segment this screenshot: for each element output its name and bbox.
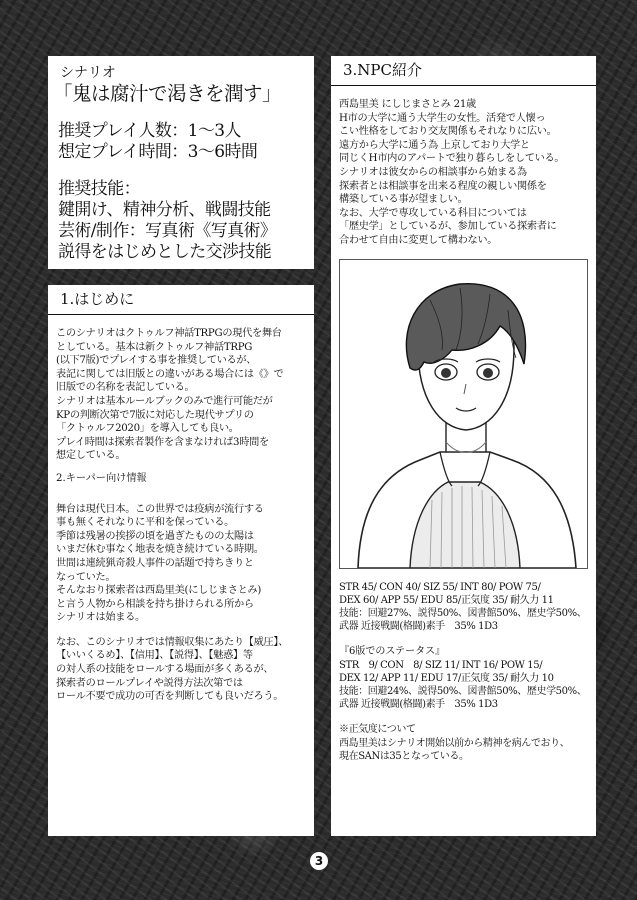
text-line: KPの判断次第で7版に対応した現代サプリの	[56, 409, 254, 421]
page-number: 3	[310, 852, 328, 870]
text-line: H市の大学に通う大学生の女性。活発で人懐っ	[339, 112, 546, 124]
roleplay-note-paragraph	[56, 636, 306, 704]
text-line: 現在SANは35となっている。	[339, 750, 469, 762]
text-line: (以下7版)でプレイする事を推奨しているが、	[56, 355, 257, 367]
text-line: と言う人物から相談を持ち掛けられる所から	[56, 598, 254, 610]
text-line: 構築している事が望ましい。	[339, 194, 468, 206]
introduction-paragraph	[56, 327, 306, 463]
expected-playtime: 想定プレイ時間：3～6時間	[58, 142, 258, 162]
text-line: 想定している。	[56, 450, 126, 462]
stat-line: 技能：回避24%、説得50%、図書館50%、歴史学50%、	[339, 685, 587, 697]
text-line: そんなおり探索者は西島里美(にしじまさとみ)	[56, 585, 262, 597]
text-line: 探索者のロールプレイや説得方法次第では	[56, 677, 243, 689]
text-line: 合わせて自由に変更して構わない。	[339, 234, 498, 246]
text-line: 事も無くそれなりに平和を保っている。	[56, 517, 234, 529]
stat-line: 武器 近接戦闘(格闘)素手 35% 1D3	[339, 621, 498, 633]
stat-line: DEX 12/ APP 11/ EDU 17/正気度 35/ 耐久力 10	[339, 672, 554, 684]
skill-line: 鍵開け、精神分析、戦闘技能	[58, 200, 271, 220]
npc-bio	[339, 98, 588, 248]
text-line: なお、このシナリオでは情報収集にあたり【威圧】、	[56, 636, 289, 648]
text-line: なお、大学で専攻している科目については	[339, 207, 527, 219]
stat-line: STR 45/ CON 40/ SIZ 55/ INT 80/ POW 75/	[339, 581, 541, 593]
npc-portrait-illustration	[339, 259, 588, 569]
npc-stats-7th	[339, 581, 588, 634]
text-line: 旧版での名称を表記している。	[56, 382, 195, 394]
text-line: 世間は連続猟奇殺人事件の話題で持ちきりと	[56, 557, 254, 569]
stat-line: 武器 近接戦闘(格闘)素手 35% 1D3	[339, 699, 498, 711]
introduction-heading: 1.はじめに	[48, 285, 314, 315]
text-line: 【いいくるめ】、【信用】、【説得】、【魅惑】等	[56, 650, 253, 662]
recommended-players: 推奨プレイ人数：1～3人	[58, 121, 241, 141]
text-line: 「クトゥルフ2020」を導入しても良い。	[56, 423, 239, 435]
text-line: なっていた。	[56, 571, 116, 583]
text-line: 「歴史学」としているが、参加している探索者に	[339, 221, 557, 233]
skills-heading: 推奨技能：	[58, 179, 140, 199]
npc-stats-6th	[339, 659, 588, 712]
npc-portrait-drawing	[340, 260, 587, 568]
text-line: 西島里美 にしじまさとみ 21歳	[339, 99, 476, 110]
text-line: ロール不要で成功の可否を判断しても良いだろう。	[56, 691, 284, 703]
npc-panel	[331, 56, 596, 836]
text-line: プレイ時間は探索者製作を含まなければ3時間を	[56, 436, 269, 448]
text-line: としている。基本は新クトゥルフ神話TRPG	[56, 341, 253, 353]
text-line: このシナリオはクトゥルフ神話TRPGの現代を舞台	[56, 328, 282, 339]
text-line: 舞台は現代日本。この世界では疫病が流行する	[56, 503, 264, 515]
introduction-panel	[48, 285, 314, 836]
text-line: 表記に関しては旧版との違いがある場合には《》で	[56, 368, 284, 380]
skill-line: 説得をはじめとした交渉技能	[58, 242, 272, 262]
text-line: 遠方から大学に通う為 上京しており大学と	[339, 139, 530, 151]
stat-line: DEX 60/ APP 55/ EDU 85/正気度 35/ 耐久力 11	[339, 594, 554, 606]
text-line: シナリオは始まる。	[56, 612, 145, 624]
text-line: 西島里美はシナリオ開始以前から精神を病んでおり、	[339, 737, 570, 749]
skill-line: 芸術/制作：写真術《写真術》	[58, 221, 277, 241]
text-line: こい性格をしており交友関係もそれなりに広い。	[339, 126, 557, 138]
text-line: の対人系の技能をロールする場面が多くあるが、	[56, 664, 274, 676]
scenario-title-panel	[48, 56, 314, 269]
text-line: いまだ休む事なく地表を焼き続けている時期。	[56, 544, 264, 556]
scenario-title: 「鬼は腐汁で渇きを潤す」	[53, 82, 282, 105]
text-line: 季節は残暑の挨拶の頃を過ぎたものの太陽は	[56, 530, 254, 542]
text-line: 同じくH市内のアパートで独り暮らしをしている。	[339, 153, 565, 165]
text-line: シナリオは彼女からの相談事から始まる為	[339, 166, 527, 178]
sanity-note	[339, 723, 588, 763]
keeper-info-heading: 2.キーパー向け情報	[56, 472, 147, 484]
text-line: ※正気度について	[339, 724, 416, 736]
stat-line: STR 9/ CON 8/ SIZ 11/ INT 16/ POW 15/	[339, 659, 543, 671]
keeper-info-paragraph	[56, 503, 306, 625]
stat-line: 技能：回避27%、説得50%、図書館50%、歴史学50%、	[339, 607, 587, 619]
text-line: シナリオは基本ルールブックのみで進行可能だが	[56, 395, 273, 407]
npc-heading: 3.NPC紹介	[331, 56, 596, 86]
stats-6th-heading: 『6版でのステータス』	[339, 646, 446, 658]
scenario-label: シナリオ	[60, 65, 116, 81]
text-line: 探索者とは相談事を出来る程度の親しい関係を	[339, 180, 547, 192]
